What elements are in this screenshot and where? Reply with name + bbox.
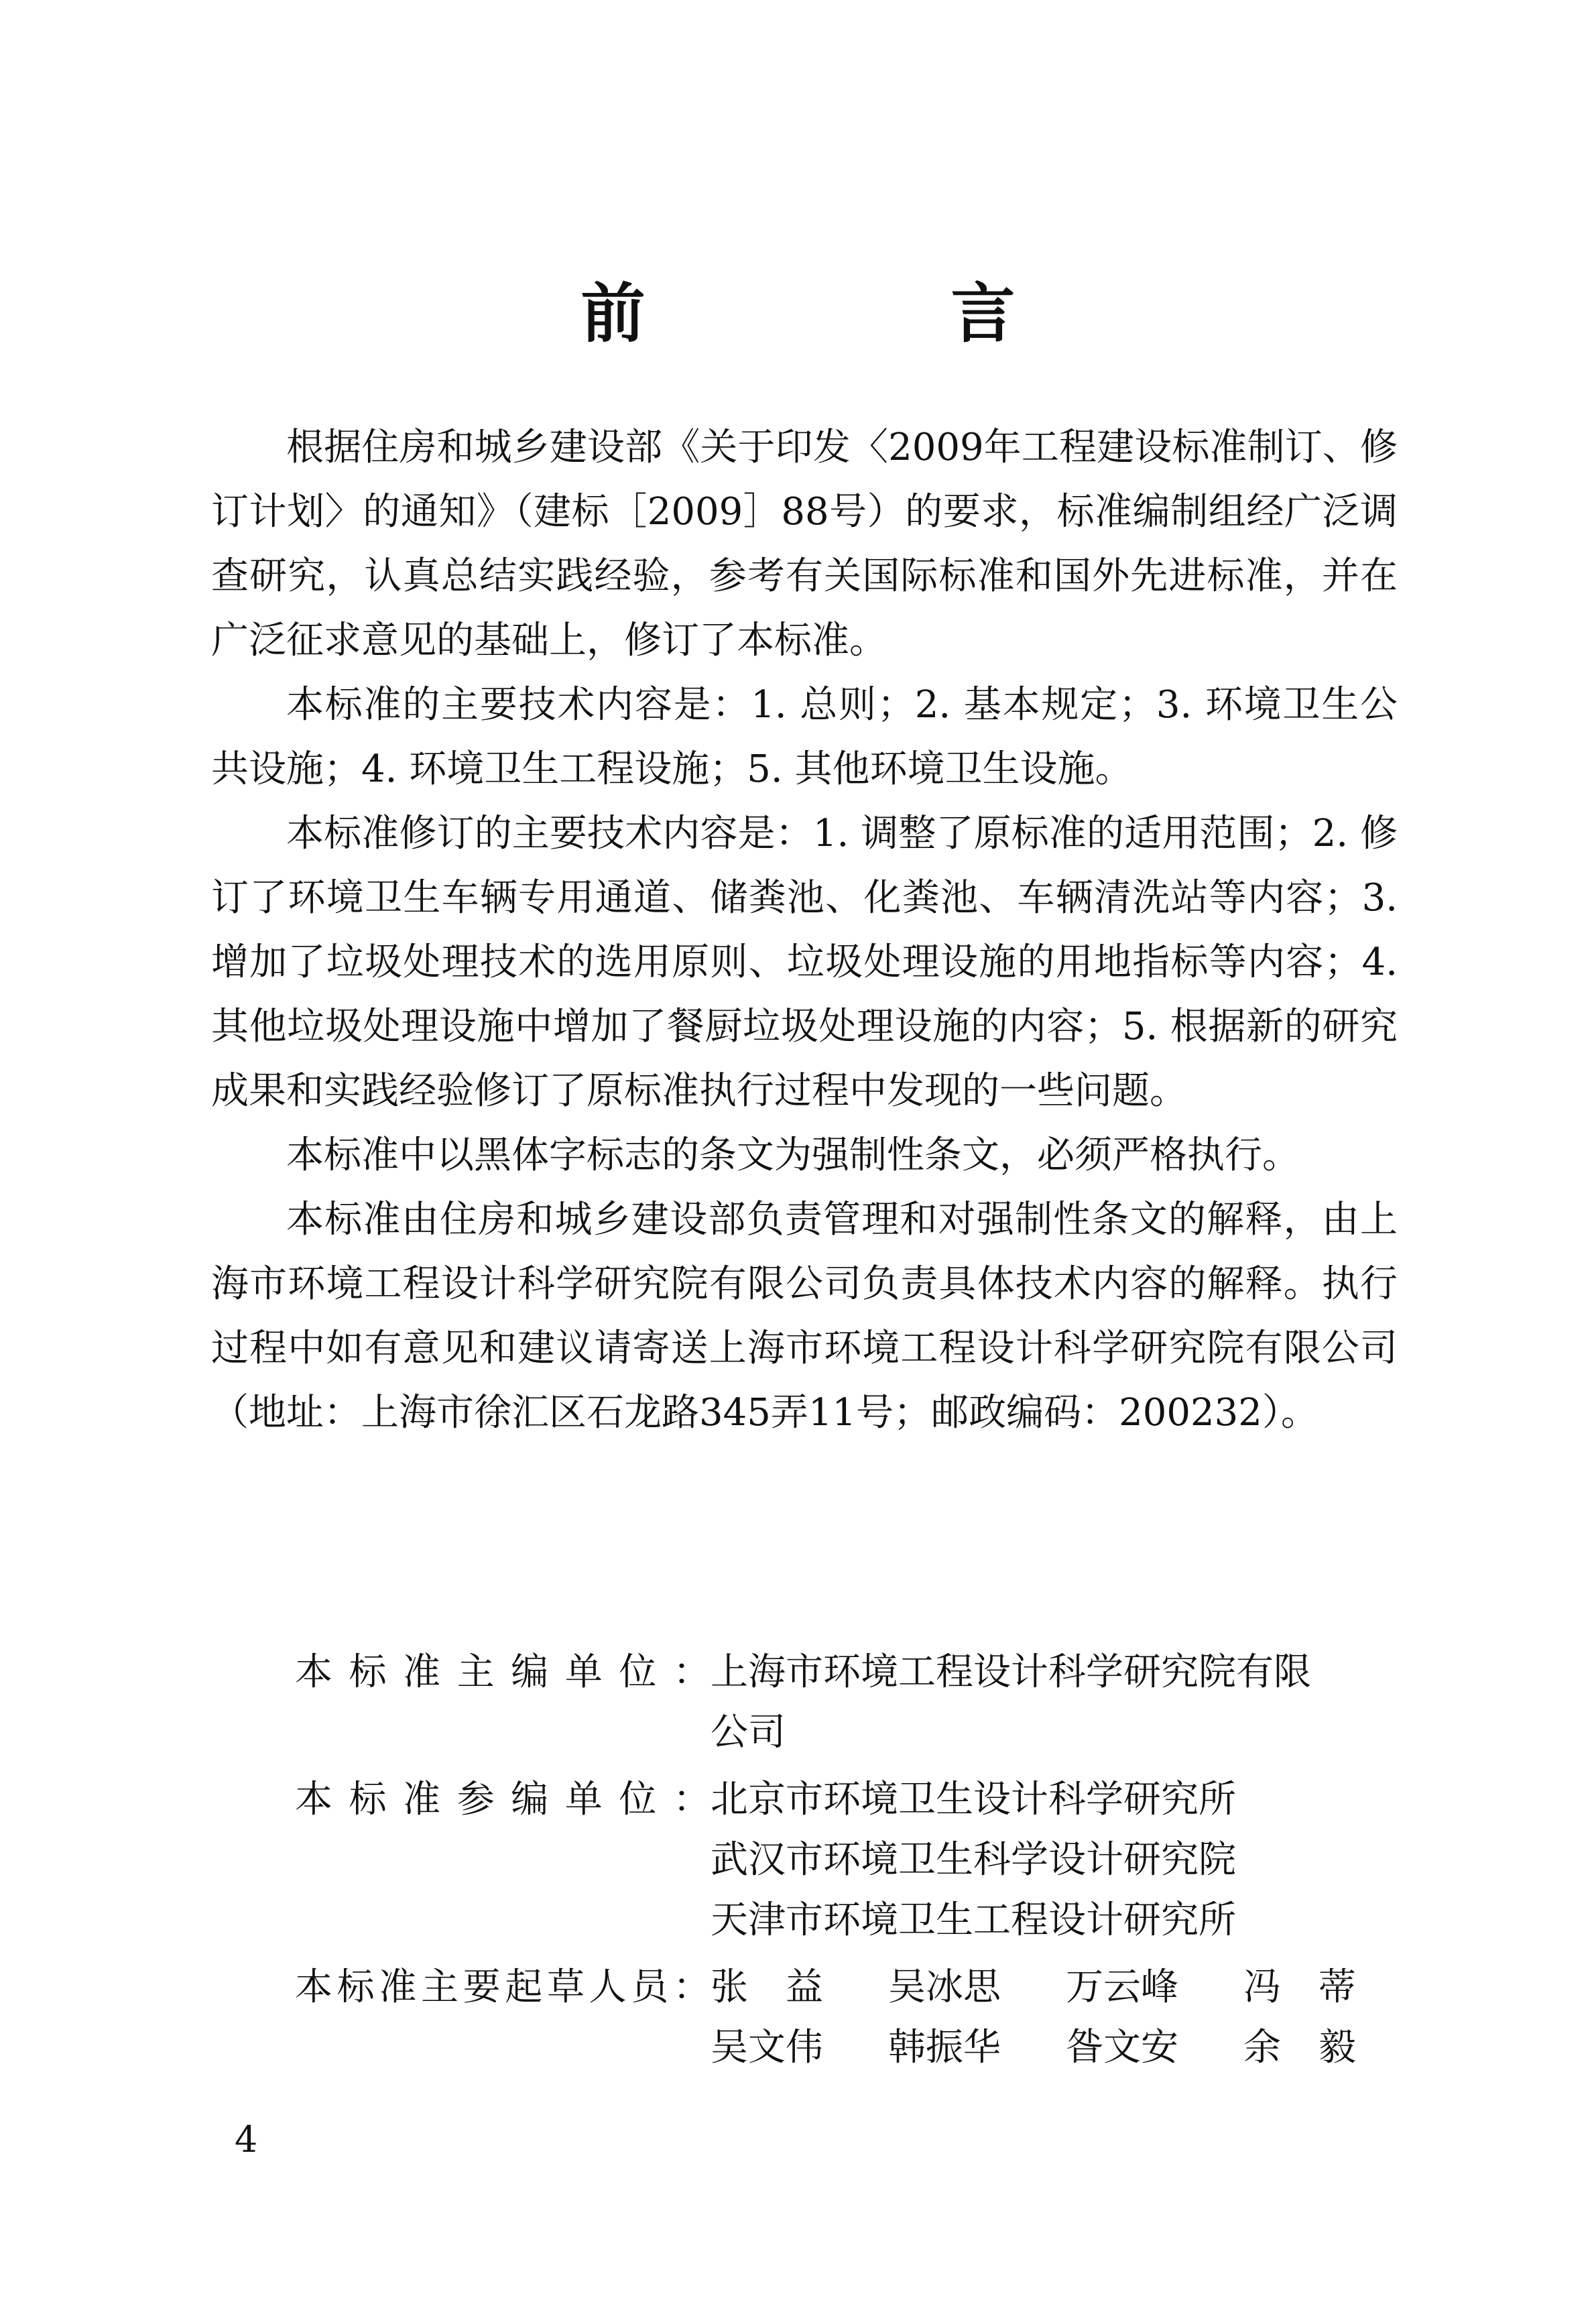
paragraph-main-content: 本标准的主要技术内容是：1. 总则；2. 基本规定；3. 环境卫生公共设施；4. 环境卫生工程设施；5. 其他环境卫生设施。 [211, 683, 1398, 791]
chief-editor-unit-line1: 上海市环境工程设计科学研究院有限 [711, 1650, 1311, 1694]
drafters-names [711, 1957, 1377, 2078]
drafter-name: 余 毅 [1243, 2026, 1356, 2069]
paragraph-revision-content: 本标准修订的主要技术内容是：1. 调整了原标准的适用范围；2. 修订了环境卫生车辆专用通道、储粪池、化粪池、车辆清洗站等内容；3. 增加了垃圾处理技术的选用原则、垃圾处理设施的用地指标等内容；4. 其他垃圾处理设施中增加了餐厨垃圾处理设施的内容；5. 根据新的研究成果和实践经验修订了原标准执行过程中发现的一些问题。 [211, 812, 1398, 1113]
participating-unit: 北京市环境卫生设计科学研究所 [711, 1778, 1236, 1821]
page-number: 4 [235, 2118, 258, 2161]
participating-unit: 武汉市环境卫生科学设计研究院 [711, 1838, 1236, 1882]
drafter-name: 冯 蒂 [1243, 1965, 1356, 2009]
page-title: 前 言 [580, 276, 1136, 351]
drafter-name: 吴冰思 [888, 1965, 1001, 2009]
preface-body [211, 416, 1398, 1445]
drafters-label: 本标准主要起草人员： [295, 1965, 711, 2009]
drafter-name: 张 益 [711, 1965, 823, 2009]
participating-units-block [295, 1770, 1408, 1951]
drafter-name: 韩振华 [888, 2026, 1001, 2069]
chief-editor-unit-line2: 公司 [711, 1711, 786, 1754]
paragraph-mandatory-clauses: 本标准中以黑体字标志的条文为强制性条文，必须严格执行。 [286, 1134, 1300, 1177]
participating-unit: 天津市环境卫生工程设计研究所 [711, 1898, 1236, 1942]
drafters-block [295, 1957, 1408, 2078]
drafter-name: 吴文伟 [711, 2026, 823, 2069]
drafter-name: 万云峰 [1066, 1965, 1178, 2009]
chief-editor-block [295, 1642, 1408, 1763]
drafter-name: 昝文安 [1066, 2026, 1178, 2069]
paragraph-administration: 本标准由住房和城乡建设部负责管理和对强制性条文的解释，由上海市环境工程设计科学研究院有限公司负责具体技术内容的解释。执行过程中如有意见和建议请寄送上海市环境工程设计科学研究院有限公司（地址：上海市徐汇区石龙路345弄11号；邮政编码：200232）。 [211, 1198, 1398, 1435]
participating-label: 本标准参编单位： [295, 1778, 711, 1821]
chief-editor-label: 本标准主编单位： [295, 1650, 711, 1694]
paragraph-background: 根据住房和城乡建设部《关于印发〈2009年工程建设标准制订、修订计划〉的通知》（建标［2009］88号）的要求，标准编制组经广泛调查研究，认真总结实践经验，参考有关国际标准和国外先进标准，并在广泛征求意见的基础上，修订了本标准。 [211, 426, 1398, 662]
